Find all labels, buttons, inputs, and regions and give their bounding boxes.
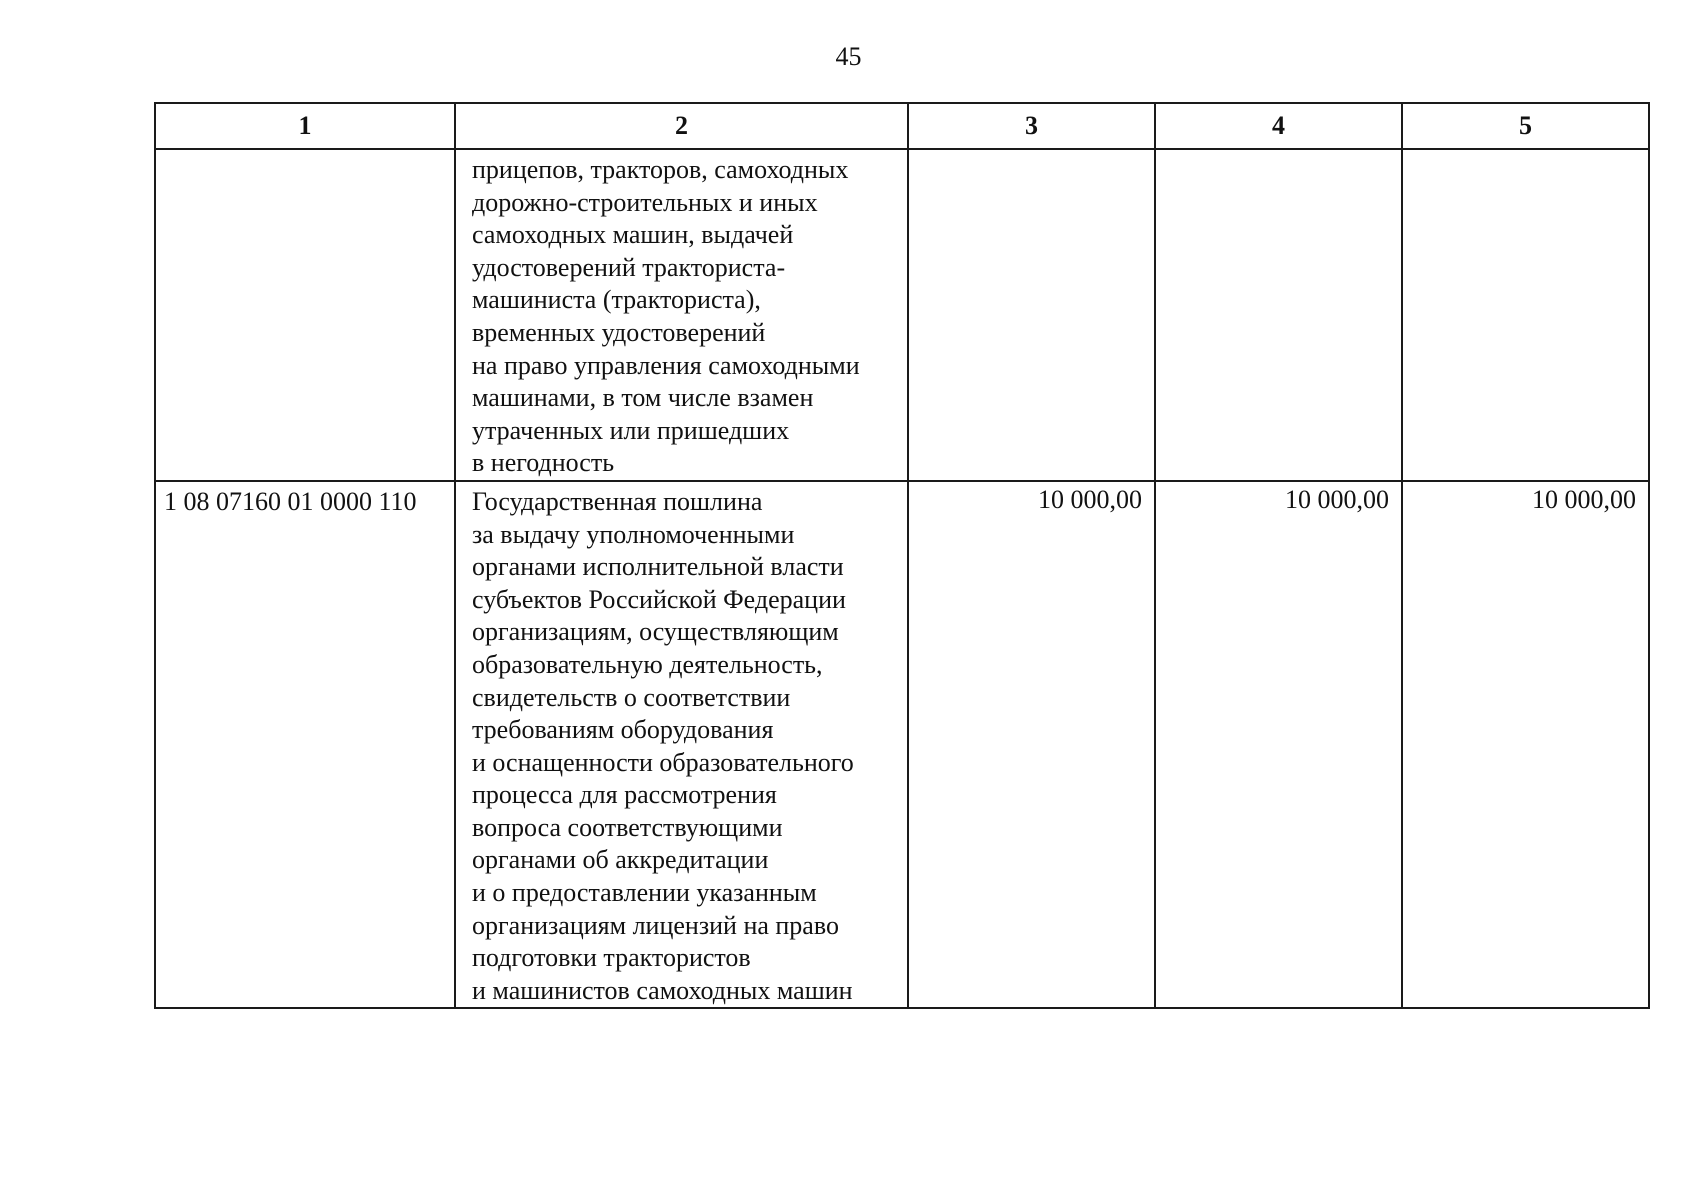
column-header-2: 2 xyxy=(455,103,908,149)
description-line: требованиям оборудования xyxy=(472,715,774,745)
column-header-4: 4 xyxy=(1155,103,1402,149)
amount-cell-col5 xyxy=(1402,149,1649,481)
description-line: организациям лицензий на право xyxy=(472,910,839,940)
column-header-1: 1 xyxy=(155,103,455,149)
description-line: утраченных или пришедших xyxy=(472,415,790,445)
description-line: за выдачу уполномоченными xyxy=(472,519,795,549)
row-description-cell xyxy=(455,149,908,481)
description-line: и о предоставлении указанным xyxy=(472,878,817,908)
description-line: подготовки трактористов xyxy=(472,943,751,973)
amount-cell-col4: 10 000,00 xyxy=(1155,481,1402,1009)
description-line: машиниста (тракториста), xyxy=(472,285,761,315)
description-line: процесса для рассмотрения xyxy=(472,780,777,810)
description-line: вопроса соответствующими xyxy=(472,812,783,842)
description-line: и машинистов самоходных машин xyxy=(472,975,853,1005)
page-number: 45 xyxy=(835,42,862,71)
description-line: органами исполнительной власти xyxy=(472,552,844,582)
row-code-cell xyxy=(155,149,455,481)
description-line: прицепов, тракторов, самоходных xyxy=(472,155,849,184)
table-row xyxy=(155,149,1649,481)
description-line: Государственная пошлина xyxy=(472,486,763,516)
description-line: свидетельств о соответствии xyxy=(472,682,791,712)
column-header-5: 5 xyxy=(1402,103,1649,149)
revenue-table xyxy=(154,102,1650,1009)
amount-cell-col5: 10 000,00 xyxy=(1402,481,1649,1009)
amount-cell-col4 xyxy=(1155,149,1402,481)
description-line: удостоверений тракториста- xyxy=(472,252,786,282)
description-line: дорожно-строительных и иных xyxy=(472,187,818,217)
amount-cell-col3 xyxy=(908,149,1155,481)
description-line: временных удостоверений xyxy=(472,317,766,347)
column-header-3: 3 xyxy=(908,103,1155,149)
row-code-cell: 1 08 07160 01 0000 110 xyxy=(155,481,455,1009)
header-row xyxy=(155,103,1649,149)
description-line: организациям, осуществляющим xyxy=(472,617,839,647)
description-line: в негодность xyxy=(472,448,615,478)
description-line: и оснащенности образовательного xyxy=(472,747,854,777)
table-row xyxy=(155,481,1649,1009)
row-description-cell xyxy=(455,481,908,1009)
description-line: образовательную деятельность, xyxy=(472,649,823,679)
description-line: субъектов Российской Федерации xyxy=(472,584,846,614)
description-line: органами об аккредитации xyxy=(472,845,769,875)
description-line: на право управления самоходными xyxy=(472,350,860,380)
description-line: машинами, в том числе взамен xyxy=(472,383,814,413)
amount-cell-col3: 10 000,00 xyxy=(908,481,1155,1009)
description-line: самоходных машин, выдачей xyxy=(472,220,794,250)
